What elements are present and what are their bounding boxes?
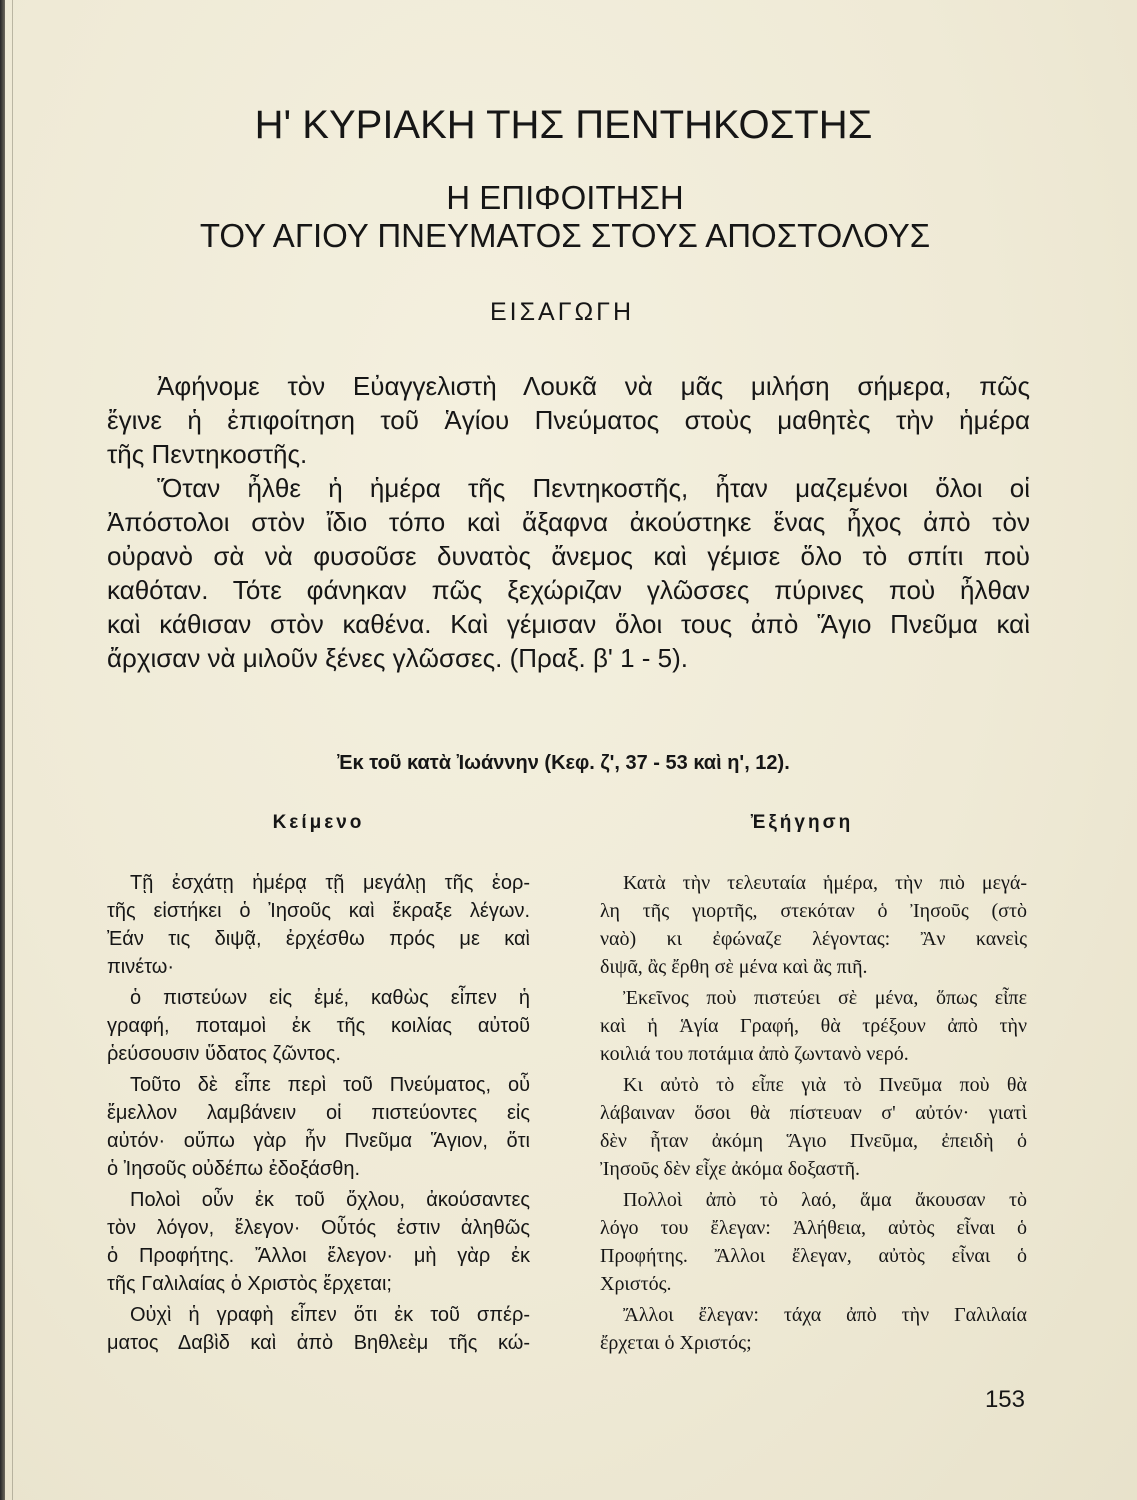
text-line: τῆς Γαλιλαίας ὁ Χριστὸς ἔρχεται; — [107, 1273, 392, 1295]
page-subtitle — [0, 179, 1130, 255]
text-line: Οὐχὶ ἡ γραφὴ εἶπεν ὅτι ἐκ τοῦ σπέρ- — [130, 1304, 530, 1326]
page-title: Η' ΚΥΡΙΑΚΗ ΤΗΣ ΠΕΝΤΗΚΟΣΤΗΣ — [254, 103, 873, 147]
text-paragraph — [107, 869, 530, 981]
intro-text — [107, 369, 1030, 675]
text-line: γραφή, ποταμοὶ ἐκ τῆς κοιλίας αὐτοῦ — [107, 1015, 530, 1037]
text-line: Πολοὶ οὖν ἐκ τοῦ ὄχλου, ἀκούσαντες — [130, 1189, 530, 1211]
intro-heading: ΕΙΣΑΓΩΓΗ — [489, 298, 635, 326]
text-paragraph — [107, 984, 530, 1068]
text-line: τῆς Πεντηκοστῆς. — [107, 439, 308, 469]
text-line: Κι αὐτὸ τὸ εἶπε γιὰ τὸ Πνεῦμα ποὺ θὰ — [623, 1074, 1027, 1096]
text-line: καθόταν. Τότε φάνηκαν πῶς ξεχώριζαν γλῶσσες πύρινες ποὺ ἦλθαν — [107, 575, 1030, 605]
text-line: Ἐάν τις διψᾷ, ἐρχέσθω πρός με καὶ — [107, 928, 530, 950]
text-line: ὁ Ἰησοῦς οὐδέπω ἐδοξάσθη. — [107, 1158, 361, 1180]
explanation-column-heading: Ἐξήγηση — [750, 812, 854, 833]
text-line: Ἄλλοι ἔλεγαν: τάχα ἀπὸ τὴν Γαλιλαία — [623, 1304, 1027, 1326]
scripture-reference: Ἐκ τοῦ κατὰ Ἰωάννην (Κεφ. ζ', 37 - 53 καὶ η', 12). — [337, 752, 790, 774]
text-line: λάβαιναν ὅσοι θὰ πίστευαν σ' αὐτόν· γιατὶ — [600, 1102, 1027, 1124]
text-line: καὶ κάθισαν στὸν καθένα. Καὶ γέμισαν ὅλοι τους ἀπὸ Ἅγιο Πνεῦμα καὶ — [107, 609, 1030, 639]
text-paragraph — [107, 1301, 530, 1357]
intro-paragraph — [107, 471, 1030, 675]
explanation-paragraph — [600, 869, 1027, 981]
text-line: Ἀφήνομε τὸν Εὐαγγελιστὴ Λουκᾶ νὰ μᾶς μιλήση σήμερα, πῶς — [157, 371, 1030, 401]
explanation-paragraph — [600, 984, 1027, 1068]
text-line: Ὅταν ἦλθε ἡ ἡμέρα τῆς Πεντηκοστῆς, ἦταν μαζεμένοι ὅλοι οἱ — [157, 473, 1030, 503]
text-line: Προφήτης. Ἄλλοι ἔλεγαν, αὐτὸς εἶναι ὁ — [600, 1245, 1027, 1267]
text-line: αὐτόν· οὔπω γὰρ ἦν Πνεῦμα Ἅγιον, ὅτι — [107, 1130, 530, 1152]
subtitle-line: ΤΟΥ ΑΓΙΟΥ ΠΝΕΥΜΑΤΟΣ ΣΤΟΥΣ ΑΠΟΣΤΟΛΟΥΣ — [199, 217, 931, 254]
subtitle-line: Η ΕΠΙΦΟΙΤΗΣΗ — [446, 179, 684, 216]
text-line: Χριστός. — [600, 1273, 672, 1295]
text-line: πινέτω· — [107, 956, 175, 978]
text-line: ματος Δαβὶδ καὶ ἀπὸ Βηθλεὲμ τῆς κώ- — [107, 1332, 530, 1354]
text-paragraph — [107, 1071, 530, 1183]
text-column — [107, 869, 530, 1357]
text-line: λη τῆς γιορτῆς, στεκόταν ὁ Ἰησοῦς (στὸ — [600, 900, 1027, 922]
text-line: Ἰησοῦς δὲν εἶχε ἀκόμα δοξαστῆ. — [600, 1158, 861, 1180]
explanation-paragraph — [600, 1186, 1027, 1298]
text-line: ἔρχεται ὁ Χριστός; — [600, 1332, 752, 1354]
intro-paragraph — [107, 369, 1030, 471]
text-line: Κατὰ τὴν τελευταία ἡμέρα, τὴν πιὸ μεγά- — [623, 872, 1027, 894]
text-paragraph — [107, 1186, 530, 1298]
text-line: Πολλοὶ ἀπὸ τὸ λαό, ἅμα ἄκουσαν τὸ — [623, 1189, 1027, 1211]
page-number: 153 — [984, 1386, 1025, 1413]
text-line: ἄρχισαν νὰ μιλοῦν ξένες γλῶσσες. (Πραξ. β' 1 - 5). — [107, 643, 689, 673]
text-line: Ἀπόστολοι στὸν ἴδιο τόπο καὶ ἄξαφνα ἀκούστηκε ἕνας ἦχος ἀπὸ τὸν — [107, 507, 1030, 537]
text-line: καὶ ἡ Ἁγία Γραφή, θὰ τρέξουν ἀπὸ τὴν — [600, 1015, 1027, 1037]
text-line: Τοῦτο δὲ εἶπε περὶ τοῦ Πνεύματος, οὗ — [130, 1074, 530, 1096]
text-column-heading: Κείμενο — [272, 812, 365, 833]
text-line: τῆς εἱστήκει ὁ Ἰησοῦς καὶ ἔκραξε λέγων. — [107, 900, 530, 922]
text-line: οὐρανὸ σὰ νὰ φυσοῦσε δυνατὸς ἄνεμος καὶ γέμισε ὅλο τὸ σπίτι ποὺ — [107, 541, 1030, 571]
text-line: λόγο του ἔλεγαν: Ἀλήθεια, αὐτὸς εἶναι ὁ — [600, 1217, 1027, 1239]
text-line: Ἐκεῖνος ποὺ πιστεύει σὲ μένα, ὅπως εἶπε — [623, 987, 1027, 1009]
text-line: ὁ πιστεύων εἰς ἐμέ, καθὼς εἶπεν ἡ — [130, 987, 530, 1009]
text-line: δὲν ἦταν ἀκόμη Ἅγιο Πνεῦμα, ἐπειδὴ ὁ — [600, 1130, 1027, 1152]
text-line: ῥεύσουσιν ὕδατος ζῶντος. — [107, 1043, 341, 1065]
text-line: ὁ Προφήτης. Ἄλλοι ἔλεγον· μὴ γὰρ ἐκ — [107, 1245, 530, 1267]
text-line: διψᾶ, ἂς ἔρθη σὲ μένα καὶ ἂς πιῆ. — [600, 956, 868, 978]
text-line: τὸν λόγον, ἔλεγον· Οὗτός ἐστιν ἀληθῶς — [107, 1217, 530, 1239]
text-line: ναὸ) κι ἐφώναζε λέγοντας: Ἂν κανεὶς — [600, 928, 1027, 950]
explanation-paragraph — [600, 1301, 1027, 1357]
text-line: ἔμελλον λαμβάνειν οἱ πιστεύοντες εἰς — [107, 1102, 530, 1124]
explanation-column — [600, 869, 1027, 1357]
text-line: κοιλιά του ποτάμια ἀπὸ ζωντανὸ νερό. — [600, 1043, 909, 1065]
text-line: Τῇ ἐσχάτῃ ἡμέρᾳ τῇ μεγάλῃ τῆς ἑορ- — [130, 872, 530, 894]
text-line: ἔγινε ἡ ἐπιφοίτηση τοῦ Ἁγίου Πνεύματος στοὺς μαθητὲς τὴν ἡμέρα — [107, 405, 1030, 435]
explanation-paragraph — [600, 1071, 1027, 1183]
